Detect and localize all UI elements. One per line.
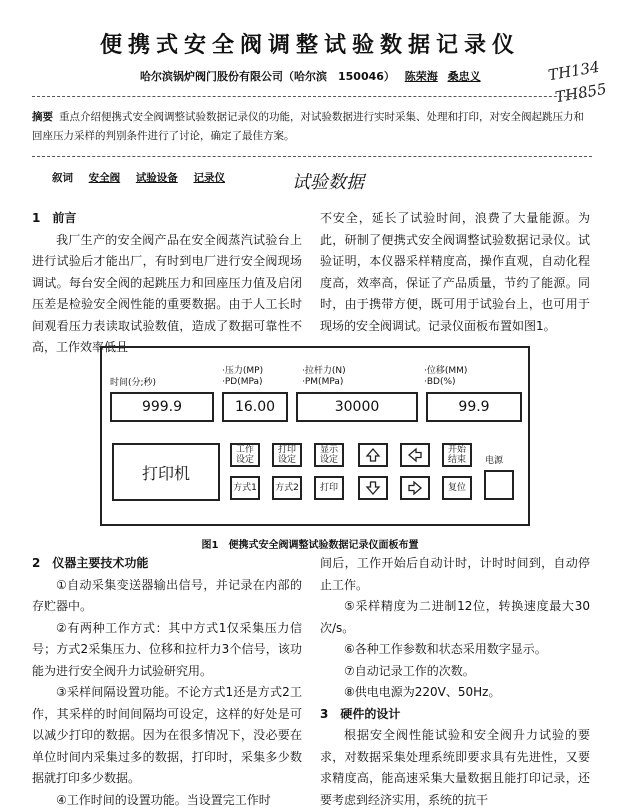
displacement-display: 99.9 [426, 392, 522, 422]
arrow-down-icon [358, 476, 388, 500]
pressure-display: 16.00 [222, 392, 288, 422]
author-line [140, 68, 487, 84]
reset-button: 复位 [442, 476, 472, 500]
printer: 打印机 [112, 443, 220, 501]
handwritten-note: 试验数据 [292, 168, 364, 194]
divider [32, 96, 592, 97]
displacement-label: ·位移(MM) ·BD(%) [424, 366, 467, 388]
list-item: ⑥各种工作参数和状态采用数字显示。 [320, 639, 590, 661]
print-setting-button: 打印设定 [272, 443, 302, 467]
time-label: 时间(分;秒) [110, 378, 156, 389]
paragraph: 间后，工作开始后自动计时，计时时间到，自动停止工作。 [320, 553, 590, 596]
author-1: 陈荣海 [405, 70, 438, 83]
divider [32, 156, 592, 157]
work-setting-button: 工作设定 [230, 443, 260, 467]
section-1-right [320, 208, 590, 337]
section-2-right [320, 553, 590, 811]
power-switch [484, 470, 514, 500]
section-1-left [32, 208, 302, 359]
arrow-right-icon [400, 476, 430, 500]
section-heading: 2 仪器主要技术功能 [32, 553, 302, 575]
arrow-up-icon [358, 443, 388, 467]
section-2-left [32, 553, 302, 811]
list-item: ③采样间隔设置功能。不论方式1还是方式2工作，其采样的时间间隔均可设定，这样的好处是可以减少打印的数据。因为在很多情况下，没必要在单位时间内采集过多的数据，打印时，采集多少数据就打印多少数据。 [32, 682, 302, 790]
pressure-label: ·压力(MP) ·PD(MPa) [222, 366, 263, 388]
keywords [52, 170, 225, 185]
keyword: 记录仪 [193, 172, 225, 184]
start-stop-button: 开始结束 [442, 443, 472, 467]
mode-2-button: 方式2 [272, 476, 302, 500]
keyword: 安全阀 [89, 172, 121, 184]
abstract-text: 重点介绍便携式安全阀调整试验数据记录仪的功能，对试验数据进行实时采集、处理和打印，对安全阀起跳压力和回座压力采样的判别条件进行了讨论，确定了最佳方案。 [32, 111, 584, 142]
display-setting-button: 显示设定 [314, 443, 344, 467]
abstract-label: 摘要 [32, 111, 53, 123]
force-display: 30000 [296, 392, 418, 422]
list-item: ⑧供电电源为220V、50Hz。 [320, 682, 590, 704]
list-item: ⑤采样精度为二进制12位，转换速度最大30次/s。 [320, 596, 590, 639]
paragraph: 我厂生产的安全阀产品在安全阀蒸汽试验台上进行试验后才能出厂，有时到电厂进行安全阀现场调试。每台安全阀的起跳压力和回座压力值及启闭压差是检验安全阀性能的重要数据。由于人工长时间观看压力表读取试验数值，造成了数据可靠性不高，工作效率低且 [32, 230, 302, 359]
author-2: 桑忠义 [448, 70, 481, 83]
power-label: 电源 [485, 456, 503, 467]
list-item: ①自动采集变送器输出信号，并记录在内部的存贮器中。 [32, 575, 302, 618]
force-label: ·拉杆力(N) ·PM(MPa) [302, 366, 346, 388]
paragraph: 根据安全阀性能试验和安全阀升力试验的要求，对数据采集处理系统即要求具有先进性，又要求精度高，能高速采集大量数据且能打印记录，还要考虑到经济实用，系统的抗干 [320, 725, 590, 811]
abstract [32, 108, 592, 146]
keywords-label: 叙词 [52, 172, 73, 184]
affiliation: 哈尔滨锅炉阀门股份有限公司（哈尔滨 150046） [140, 70, 395, 83]
mode-1-button: 方式1 [230, 476, 260, 500]
keyword: 试验设备 [136, 172, 178, 184]
list-item: ⑦自动记录工作的次数。 [320, 661, 590, 683]
paragraph: 不安全，延长了试验时间，浪费了大量能源。为此，研制了便携式安全阀调整试验数据记录仪。试验证明，本仪器采样精度高，操作直观，自动化程度高，效率高，保证了产品质量，节约了能源。同时，由于携带方便，既可用于试验台上，也可用于现场的安全阀调试。记录仪面板布置如图1。 [320, 208, 590, 337]
section-heading: 1 前言 [32, 208, 302, 230]
list-item: ②有两种工作方式：其中方式1仅采集压力信号；方式2采集压力、位移和拉杆力3个信号，该功能为进行安全阀升力试验研究用。 [32, 618, 302, 683]
figure-caption: 图1 便携式安全阀调整试验数据记录仪面板布置 [0, 536, 620, 551]
section-heading: 3 硬件的设计 [320, 704, 590, 726]
recorder-panel-figure [100, 346, 530, 526]
list-item: ④工作时间的设置功能。当设置完工作时 [32, 790, 302, 811]
print-button: 打印 [314, 476, 344, 500]
handwritten-code-1: TH134 [547, 58, 601, 85]
handwritten-code-2: TH855 [554, 80, 608, 107]
arrow-left-icon [400, 443, 430, 467]
page-title: 便携式安全阀调整试验数据记录仪 [0, 28, 620, 59]
time-display: 999.9 [110, 392, 214, 422]
